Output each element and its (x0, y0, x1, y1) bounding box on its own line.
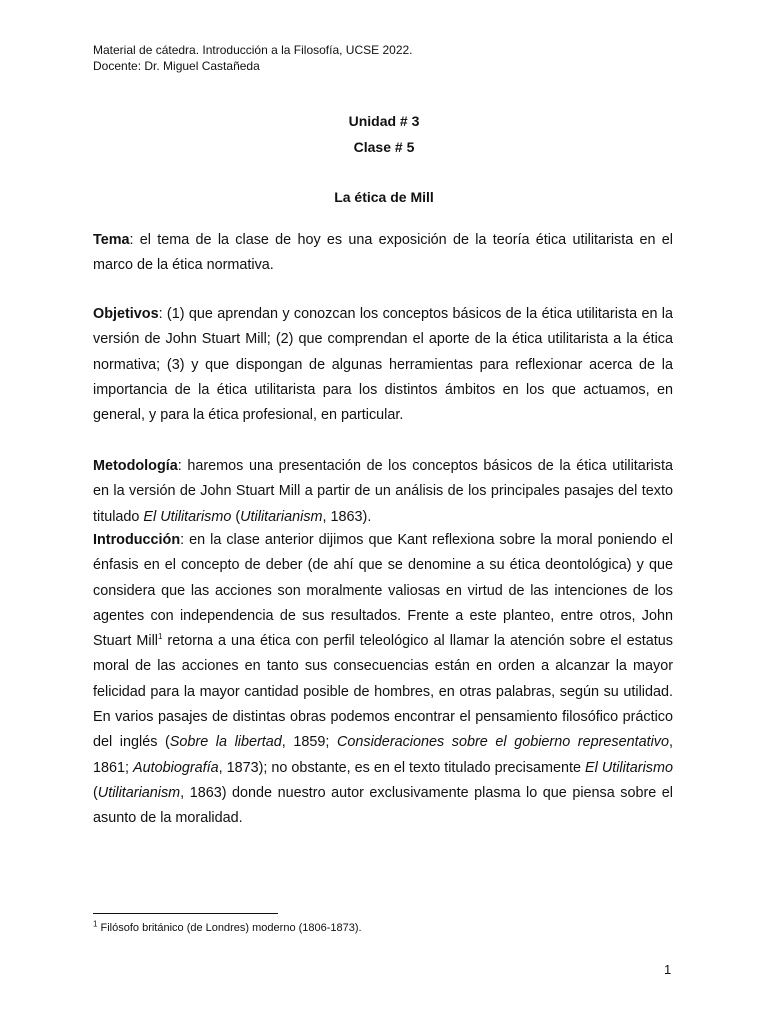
introduccion-italic-5: Utilitarianism (97, 784, 181, 801)
metodologia-text-1: : haremos una presentación de los conceptos básicos de la ética utilitarista en la versión de John Stuart Mill a partir de un análisis de los principales pasajes del texto titulado (93, 458, 673, 525)
header-line-1: Material de cátedra. Introducción a la Filosofía, UCSE 2022. (93, 43, 413, 57)
introduccion-text-5: , 1873); no obstante, es en el texto titulado precisamente (218, 759, 586, 776)
introduccion-label: Introducción (93, 532, 181, 548)
metodologia-label: Metodología (93, 458, 178, 474)
tema-label: Tema (93, 232, 130, 248)
footnote-separator (93, 913, 278, 914)
paragraph-introduccion (93, 528, 673, 832)
footnote-reference[interactable]: 1 (157, 632, 163, 642)
metodologia-italic-2: Utilitarianism (240, 508, 323, 525)
paragraph-tema (93, 228, 673, 279)
introduccion-text-4: , 1861; (93, 734, 674, 776)
introduccion-text-1: : en la clase anterior dijimos que Kant reflexiona sobre la moral poniendo el énfasis en el concepto de deber (de ahí que se denomine a su ética deontológica) y que considera que las acciones son moralmente valiosas en virtud de las intenciones de los agentes con independencia de sus resultados. Frente a este planteo, entre otros, John Stuart Mill (93, 532, 673, 650)
class-heading: Clase # 5 (353, 139, 415, 155)
document-title: La ética de Mill (334, 189, 434, 205)
paragraph-objetivos (93, 302, 673, 428)
header-line-2: Docente: Dr. Miguel Castañeda (93, 59, 260, 73)
metodologia-text-3: , 1863). (322, 508, 372, 525)
paragraph-metodologia (93, 454, 673, 530)
objetivos-label: Objetivos (93, 306, 159, 322)
metodologia-italic-1: El Utilitarismo (143, 508, 232, 525)
unit-heading: Unidad # 3 (348, 113, 420, 129)
introduccion-italic-1: Sobre la libertad (169, 734, 282, 751)
metodologia-text-2: ( (231, 508, 241, 525)
tema-text: : el tema de la clase de hoy es una exposición de la teoría ética utilitarista en el marco de la ética normativa. (93, 232, 673, 274)
footnote-number: 1 (93, 919, 98, 929)
introduccion-italic-2: Consideraciones sobre el gobierno representativo (337, 734, 670, 751)
document-header (93, 42, 413, 74)
introduccion-text-2: retorna a una ética con perfil teleológico al llamar la atención sobre el estatus moral de las acciones en tanto sus consecuencias están en orden a alcanzar la mayor felicidad para la mayor cantidad posible de hombres, en otras palabras, según su utilidad. En varios pasajes de distintas obras podemos encontrar el pensamiento filosófico práctico del inglés ( (93, 633, 673, 751)
introduccion-italic-3: Autobiografía (133, 759, 219, 776)
footnote-text: Filósofo británico (de Londres) moderno (1806-1873). (97, 922, 362, 934)
objetivos-text: : (1) que aprendan y conozcan los conceptos básicos de la ética utilitarista en la versión de John Stuart Mill; (2) que comprendan el aporte de la ética utilitarista a la ética normativa; (3) y que dispongan de algunas herramientas para reflexionar acerca de la importancia de la ética utilitarista para los distintos ámbitos en los que actuamos, en general, y para la ética profesional, en particular. (93, 306, 673, 424)
page-number: 1 (664, 962, 672, 977)
introduccion-text-6: ( (93, 784, 98, 801)
introduccion-italic-4: El Utilitarismo (585, 759, 673, 776)
introduccion-text-7: , 1863) donde nuestro autor exclusivamente plasma lo que piensa sobre el asunto de la moralidad. (93, 784, 673, 827)
footnote (93, 921, 362, 935)
introduccion-text-3: , 1859; (281, 734, 338, 751)
